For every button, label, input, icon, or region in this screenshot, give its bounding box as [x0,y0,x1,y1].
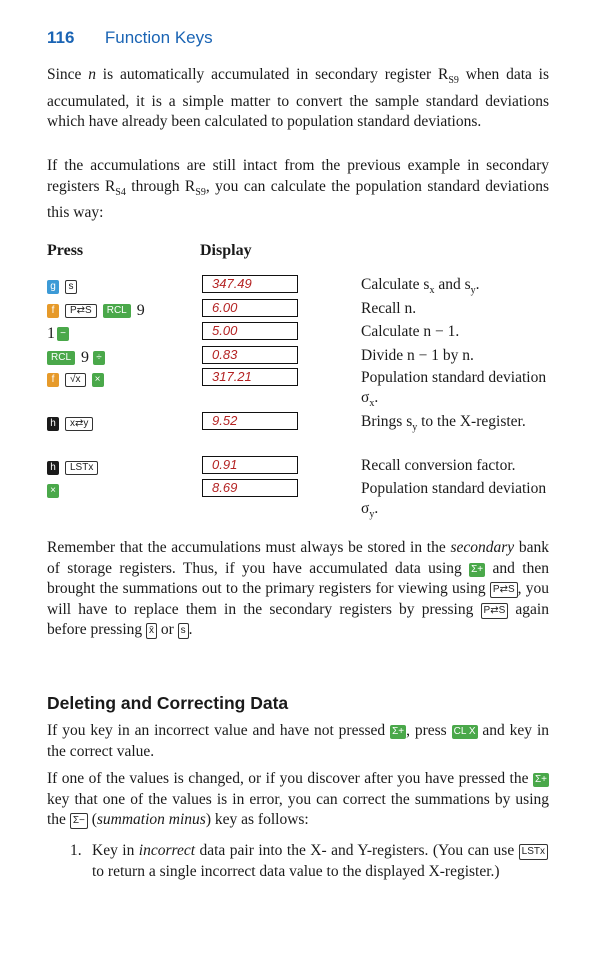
rcl-key: RCL [47,351,75,365]
f-key: f [47,373,59,387]
list-number: 1. [70,842,82,859]
f-key: f [47,304,59,318]
display-value: 6.00 [202,299,298,317]
sqrt-x-key: √x [65,373,86,387]
paragraph-instructions: If the accumulations are still intact from the previous example in secondary registers $R_{S4}$ through $R_{S9}$, you can calculate the population standard deviations this way: [47,157,549,222]
clear-x-key: CL X [453,726,476,737]
table-row: RCL 9 ÷ 0.83 Divide n − 1 by n. [47,346,557,368]
row-description: Population standard deviation $\sigma_x$. [361,369,547,410]
divide-key: ÷ [93,351,105,365]
multiply-key: × [47,484,59,498]
row-description: Recall conversion factor. [361,457,516,474]
display-value: 5.00 [202,322,298,340]
page-header [47,28,213,48]
sigma-plus-key: Σ+ [471,563,484,575]
h-key: h [47,461,59,475]
multiply-key: × [92,373,104,387]
display-value: 317.21 [202,368,298,386]
paragraph-intro: Since n is automatically accumulated in secondary register $R_{S9}$ when data is accumulated, it is a simple matter to convert the sample standard deviations which have already been calculated to population standard deviations. [47,66,550,131]
press-column-header: Press [47,242,84,259]
section-heading: Deleting and Correcting Data [47,693,289,713]
display-value: 8.69 [202,479,298,497]
row-description: Population standard deviation $\sigma_y$. [361,480,547,521]
list-item: 1. Key in incorrect data pair into the X- and Y-registers. (You can use LSTx to return a single incorrect data value to the displayed X-register.) [70,841,548,882]
display-value: 9.52 [202,412,298,430]
last-x-key: LSTx [65,461,98,475]
display-value: 0.91 [202,456,298,474]
h-key: h [47,417,59,431]
paragraph-incorrect-value: If you key in an incorrect value and have not pressed Σ+ , press CL X and key in the correct value. [47,722,549,760]
rcl-key: RCL [103,304,131,318]
g-key: g [47,280,59,294]
x-bar-key: x̄ [146,623,157,639]
page-number: 116 [47,28,75,47]
table-row [47,479,557,521]
section-title: Function Keys [104,28,213,47]
table-row: f P⇄S RCL 9 6.00 Recall n. [47,299,557,321]
display-value: 0.83 [202,346,298,364]
row-description: Divide n − 1 by n. [361,347,474,364]
row-description: Calculate n − 1. [361,323,460,340]
sigma-plus-key: Σ+ [534,774,547,785]
p-exchange-s-key: P⇄S [481,603,509,619]
p-exchange-s-key: P⇄S [65,304,97,318]
paragraph-correcting: If one of the values is changed, or if you discover after you have pressed the Σ+ key that one of the values is in error, you can correct the summations by using the Σ− (summation minus) key as follows: [47,770,549,828]
table-row [47,456,557,478]
paragraph-reminder: Remember that the accumulations must always be stored in the secondary bank of storage registers. Thus, if you have accumulated data using Σ+ and then brought the summations out to the primary registers for viewing using P⇄S , you will have to replace them in the secondary registers by pressing P⇄S again before pressing x̄ or s . [47,539,550,638]
minus-key: − [57,327,69,341]
x-exchange-y-key: x⇄y [65,417,93,431]
s-key: s [178,623,189,639]
last-x-key: LSTx [519,844,548,860]
row-description: Calculate $s_x$ and $s_y$. [361,276,480,297]
display-value: 347.49 [202,275,298,293]
sigma-plus-key: Σ+ [392,726,405,737]
table-row: 1 − 5.00 Calculate n − 1. [47,322,557,344]
table-row [47,275,557,297]
row-description: Brings $s_y$ to the X-register. [361,413,526,434]
p-exchange-s-key: P⇄S [490,582,518,598]
table-row [47,368,557,410]
sigma-minus-key: Σ− [70,813,88,829]
s-key: s [65,280,77,294]
row-description: Recall n. [361,300,417,317]
display-column-header: Display [200,242,252,259]
table-row [47,412,557,434]
